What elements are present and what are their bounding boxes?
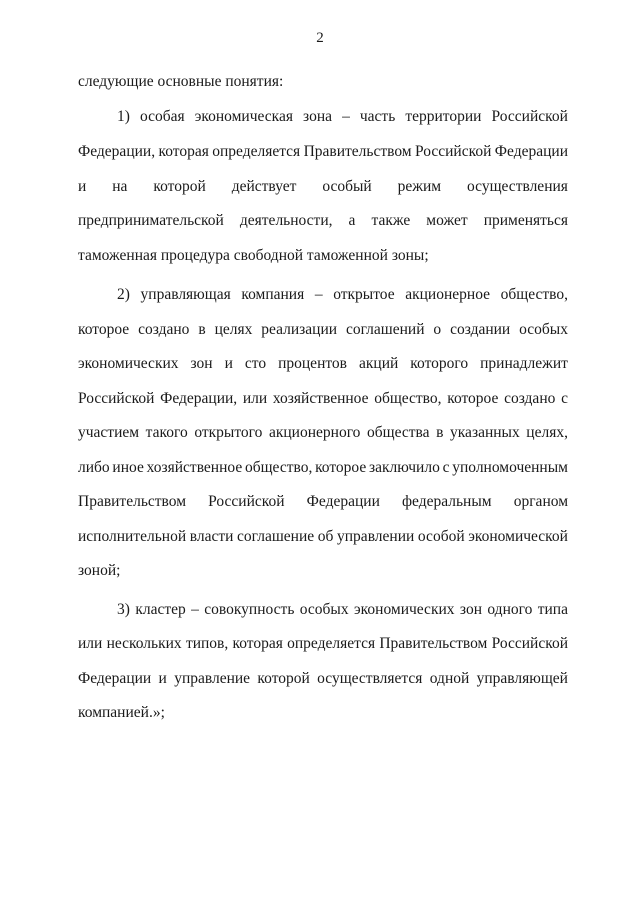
word: определяется <box>287 635 376 652</box>
word: нескольких <box>106 635 182 652</box>
word: указанных <box>450 424 520 441</box>
word: общество, <box>374 390 442 407</box>
word: такого <box>145 424 188 441</box>
word: особых <box>299 601 349 618</box>
word: Российской <box>415 143 492 160</box>
word: уполномоченным <box>452 459 568 476</box>
word: общество, <box>500 286 568 303</box>
word: которой <box>153 178 206 195</box>
word: типа <box>537 601 568 618</box>
word: Федерации <box>78 670 152 687</box>
word: которое <box>447 390 499 407</box>
word: особой <box>417 528 465 545</box>
word: – <box>191 601 199 618</box>
word: которое <box>78 321 130 338</box>
text-line-1: следующие основные понятия: <box>78 73 284 90</box>
word: Российской <box>208 493 285 510</box>
text-line-3 <box>78 142 568 162</box>
text-line-15: зоной; <box>78 562 121 579</box>
text-line-8 <box>78 320 568 340</box>
word: 2) <box>117 286 130 303</box>
word: либо <box>78 459 110 476</box>
text-line-2 <box>117 107 568 127</box>
word: применяться <box>483 212 568 229</box>
word: типов, <box>185 635 229 652</box>
text-line-18 <box>78 669 568 689</box>
word: акций <box>359 355 399 372</box>
word: создано <box>138 321 190 338</box>
word: об <box>317 528 334 545</box>
word: и <box>78 178 87 195</box>
text-line-19: компанией.»; <box>78 704 165 721</box>
word: в <box>436 424 444 441</box>
word: одного <box>487 601 533 618</box>
word: открытое <box>333 286 395 303</box>
word: реализации <box>261 321 338 338</box>
word: Федерации <box>494 143 568 160</box>
word: или <box>242 390 268 407</box>
word: заключило <box>369 459 440 476</box>
word: компания <box>241 286 305 303</box>
text-line-6: таможенная процедура свободной таможенной зоны; <box>78 247 429 264</box>
word: создано <box>504 390 556 407</box>
word: которое <box>315 459 367 476</box>
word: о <box>433 321 442 338</box>
word: особых <box>519 321 568 338</box>
word: сто <box>244 355 267 372</box>
text-line-7 <box>117 285 568 305</box>
word: участием <box>78 424 140 441</box>
word: – <box>342 108 350 125</box>
word: акционерное <box>405 286 491 303</box>
word: целях, <box>526 424 568 441</box>
word: которой <box>257 670 310 687</box>
word: Российской <box>78 390 155 407</box>
word: кластер <box>135 601 186 618</box>
word: – <box>314 286 323 303</box>
word: создании <box>450 321 511 338</box>
word: на <box>112 178 128 195</box>
text-line-4 <box>78 177 568 197</box>
word: принадлежит <box>480 355 568 372</box>
word: 3) <box>117 601 130 618</box>
word: в <box>198 321 206 338</box>
word: общество, <box>244 459 313 476</box>
text-line-9 <box>78 354 568 374</box>
word: иное <box>112 459 144 476</box>
word: деятельности, <box>239 212 333 229</box>
word: управляющая <box>140 286 231 303</box>
word: федеральным <box>402 493 492 510</box>
text-line-10 <box>78 389 568 409</box>
word: предпринимательской <box>78 212 224 229</box>
word: органом <box>513 493 568 510</box>
word: или <box>78 635 103 652</box>
word: хозяйственное <box>272 390 369 407</box>
word: управляющей <box>476 670 568 687</box>
text-line-11 <box>78 423 568 443</box>
word: которая <box>158 143 209 160</box>
word: соглашение <box>237 528 315 545</box>
word: которого <box>410 355 469 372</box>
word: территории <box>405 108 482 125</box>
word: совокупность <box>204 601 295 618</box>
word: может <box>426 212 468 229</box>
word: действует <box>231 178 297 195</box>
text-line-5 <box>78 211 568 231</box>
word: Российской <box>491 635 568 652</box>
word: открытого <box>194 424 263 441</box>
word: с <box>561 390 568 407</box>
word: особая <box>139 108 185 125</box>
text-line-14 <box>78 527 568 547</box>
text-line-12 <box>78 458 568 478</box>
word: хозяйственное <box>146 459 243 476</box>
word: также <box>371 212 411 229</box>
word: зон <box>190 355 213 372</box>
word: соглашений <box>345 321 425 338</box>
word: Федерации <box>306 493 380 510</box>
word: целях <box>214 321 253 338</box>
word: 1) <box>117 108 130 125</box>
word: зон <box>459 601 482 618</box>
word: управлении <box>337 528 415 545</box>
word: Российской <box>491 108 568 125</box>
word: управление <box>174 670 251 687</box>
word: Федерации, <box>78 143 156 160</box>
text-line-16 <box>117 600 568 620</box>
word: Правительством <box>303 143 412 160</box>
word: процентов <box>278 355 347 372</box>
word: осуществляется <box>317 670 423 687</box>
word: осуществления <box>467 178 568 195</box>
word: акционерного <box>268 424 361 441</box>
word: Федерации, <box>160 390 238 407</box>
word: с <box>442 459 450 476</box>
text-line-13 <box>78 492 568 512</box>
word: часть <box>359 108 396 125</box>
word: экономических <box>78 355 179 372</box>
word: зона <box>303 108 332 125</box>
word: экономической <box>468 528 568 545</box>
word: одной <box>429 670 470 687</box>
word: определяется <box>212 143 301 160</box>
word: Правительством <box>379 635 488 652</box>
word: Правительством <box>78 493 187 510</box>
word: экономическая <box>194 108 293 125</box>
word: исполнительной <box>78 528 187 545</box>
word: и <box>158 670 167 687</box>
page-number: 2 <box>316 30 324 46</box>
word: а <box>348 212 356 229</box>
word: и <box>224 355 233 372</box>
word: особый <box>322 178 372 195</box>
word: экономических <box>354 601 455 618</box>
word: власти <box>189 528 234 545</box>
word: общества <box>367 424 430 441</box>
text-line-17 <box>78 634 568 654</box>
word: которая <box>232 635 283 652</box>
word: режим <box>397 178 442 195</box>
